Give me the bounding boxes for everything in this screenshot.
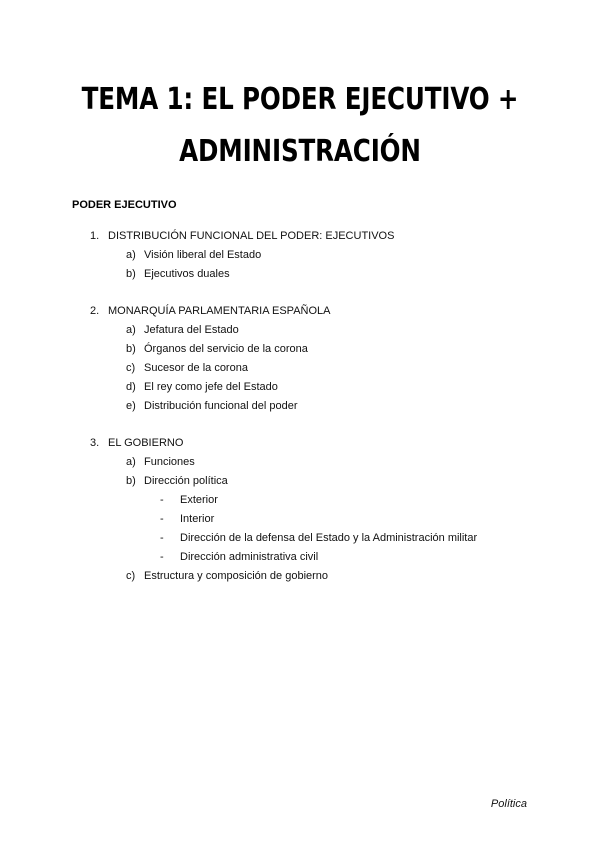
item-number: 2.	[90, 305, 100, 317]
title-line-1: TEMA 1: EL PODER EJECUTIVO +	[81, 82, 519, 117]
subitem-marker: c)	[126, 362, 136, 374]
subitem-label: Jefatura del Estado	[144, 324, 239, 336]
subitem	[90, 246, 550, 265]
subitem-marker: d)	[126, 381, 136, 393]
subitem-label: Órganos del servicio de la corona	[144, 343, 308, 355]
subsubitem-label: Exterior	[180, 494, 218, 506]
subitem-label: Ejecutivos duales	[144, 268, 230, 280]
subitem-label: Distribución funcional del poder	[144, 400, 298, 412]
subitem-marker: a)	[126, 324, 136, 336]
item-label: DISTRIBUCIÓN FUNCIONAL DEL PODER: EJECUTIVOS	[108, 230, 395, 242]
title-line-2: ADMINISTRACIÓN	[179, 134, 421, 169]
outline-item-2	[90, 302, 550, 416]
subitem	[90, 397, 550, 416]
subsubitem	[90, 491, 550, 510]
subitem-label: Sucesor de la corona	[144, 362, 248, 374]
subitem-label: Estructura y composición de gobierno	[144, 570, 329, 582]
page-title	[54, 74, 546, 178]
subsubitem-label: Dirección administrativa civil	[180, 551, 319, 563]
page-footer: Política	[490, 798, 527, 810]
subitem-marker: a)	[126, 249, 136, 261]
outline-item-3	[90, 434, 550, 586]
subsubitem-marker: -	[160, 513, 164, 525]
subsubitem	[90, 529, 550, 548]
subitem-label: Funciones	[144, 456, 195, 468]
item-number: 1.	[90, 230, 100, 242]
subitem-label: Dirección política	[144, 475, 228, 487]
subsubitem-marker: -	[160, 551, 164, 563]
outline-list	[90, 227, 550, 604]
subitem-marker: e)	[126, 400, 136, 412]
subitem	[90, 453, 550, 472]
item-number: 3.	[90, 437, 100, 449]
subsubitem-label: Dirección de la defensa del Estado y la Administración militar	[180, 532, 478, 544]
subitem-marker: b)	[126, 343, 136, 355]
subitem	[90, 265, 550, 284]
subsubitem	[90, 510, 550, 529]
subitem	[90, 378, 550, 397]
subitem-label: El rey como jefe del Estado	[144, 381, 278, 393]
subsubitem-marker: -	[160, 494, 164, 506]
subitem	[90, 359, 550, 378]
item-label: EL GOBIERNO	[108, 437, 184, 449]
subitem-marker: a)	[126, 456, 136, 468]
subitem	[90, 472, 550, 491]
subitem	[90, 340, 550, 359]
subitem-marker: b)	[126, 475, 136, 487]
subitem-marker: c)	[126, 570, 136, 582]
subsubitem-label: Interior	[180, 513, 215, 525]
subsubitem	[90, 548, 550, 567]
item-label: MONARQUÍA PARLAMENTARIA ESPAÑOLA	[108, 305, 331, 317]
outline-item-1	[90, 227, 550, 284]
subitem	[90, 321, 550, 340]
subitem	[90, 567, 550, 586]
subitem-label: Visión liberal del Estado	[144, 249, 262, 261]
subsubitem-marker: -	[160, 532, 164, 544]
subitem-marker: b)	[126, 268, 136, 280]
section-heading: PODER EJECUTIVO	[72, 199, 177, 211]
